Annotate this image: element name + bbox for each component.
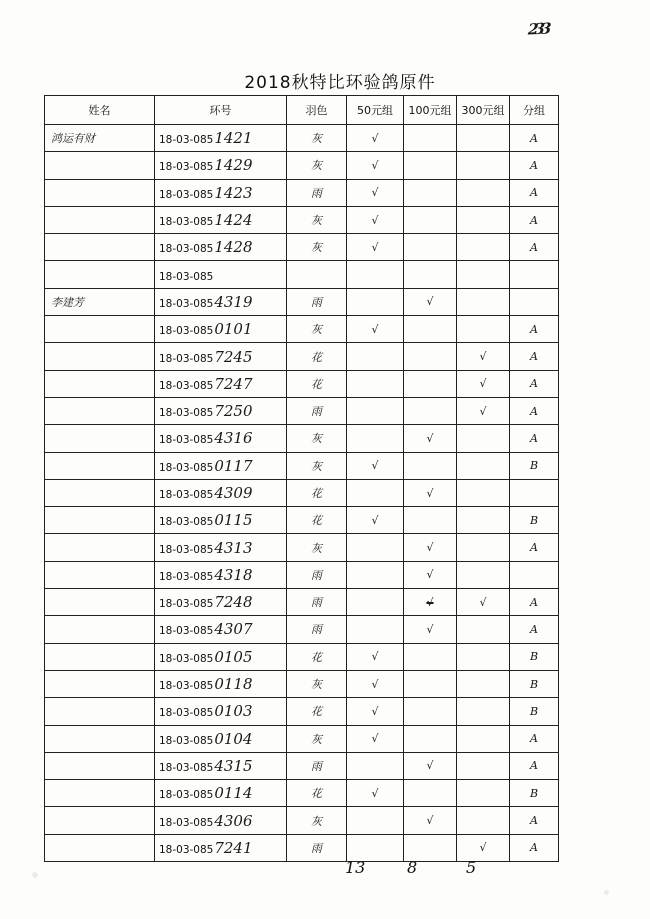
group-300-check bbox=[457, 261, 510, 288]
feather-color-cell: 花 bbox=[287, 343, 347, 370]
owner-name-cell: 李建芳 bbox=[45, 288, 155, 315]
group-50-check: √ bbox=[347, 152, 404, 179]
header-feather-color: 羽色 bbox=[287, 96, 347, 125]
ring-number-cell bbox=[155, 616, 287, 643]
owner-name-cell bbox=[45, 561, 155, 588]
group-50-check bbox=[347, 397, 404, 424]
division-cell: B bbox=[510, 670, 559, 697]
group-50-check bbox=[347, 616, 404, 643]
group-100-check bbox=[404, 316, 457, 343]
group-50-check bbox=[347, 370, 404, 397]
group-100-check bbox=[404, 507, 457, 534]
ring-suffix: 7250 bbox=[214, 402, 253, 421]
group-100-check: √ bbox=[404, 561, 457, 588]
ring-suffix: 4306 bbox=[214, 811, 253, 830]
table-row bbox=[45, 370, 559, 397]
owner-name-cell bbox=[45, 206, 155, 233]
division-cell: A bbox=[510, 534, 559, 561]
group-50-check bbox=[347, 261, 404, 288]
ring-prefix: 18-03-085 bbox=[159, 734, 214, 747]
ring-number-cell bbox=[155, 152, 287, 179]
owner-name-cell: 鸿运有财 bbox=[45, 125, 155, 152]
ring-number-cell bbox=[155, 343, 287, 370]
division-cell: A bbox=[510, 834, 559, 861]
group-300-check bbox=[457, 616, 510, 643]
ring-suffix: 4313 bbox=[214, 538, 253, 557]
table-row bbox=[45, 397, 559, 424]
ring-number-cell bbox=[155, 561, 287, 588]
feather-color-cell: 灰 bbox=[287, 452, 347, 479]
owner-name-cell bbox=[45, 834, 155, 861]
header-row bbox=[45, 96, 559, 125]
owner-name-cell bbox=[45, 534, 155, 561]
group-300-check: √ bbox=[457, 589, 510, 616]
owner-name-cell bbox=[45, 452, 155, 479]
ring-prefix: 18-03-085 bbox=[159, 789, 214, 802]
page-number: 233 bbox=[527, 19, 548, 39]
ring-prefix: 18-03-085 bbox=[159, 216, 214, 229]
feather-color-cell: 灰 bbox=[287, 725, 347, 752]
owner-name-cell bbox=[45, 589, 155, 616]
ring-prefix: 18-03-085 bbox=[159, 680, 214, 693]
ring-suffix: 0117 bbox=[214, 456, 253, 475]
feather-color-cell: 灰 bbox=[287, 425, 347, 452]
table-row bbox=[45, 780, 559, 807]
group-300-check bbox=[457, 698, 510, 725]
group-100-check bbox=[404, 397, 457, 424]
ring-number-cell bbox=[155, 507, 287, 534]
ring-prefix: 18-03-085 bbox=[159, 434, 214, 447]
ring-prefix: 18-03-085 bbox=[159, 352, 214, 365]
ring-suffix: 0103 bbox=[214, 702, 253, 721]
division-cell: B bbox=[510, 507, 559, 534]
ring-number-cell bbox=[155, 780, 287, 807]
ring-suffix: 0118 bbox=[214, 675, 253, 694]
table-row bbox=[45, 452, 559, 479]
feather-color-cell: 灰 bbox=[287, 152, 347, 179]
table-row bbox=[45, 343, 559, 370]
group-50-check: √ bbox=[347, 780, 404, 807]
group-300-check: √ bbox=[457, 370, 510, 397]
feather-color-cell: 雨 bbox=[287, 834, 347, 861]
group-100-check bbox=[404, 152, 457, 179]
group-300-check bbox=[457, 725, 510, 752]
feather-color-cell: 灰 bbox=[287, 234, 347, 261]
table-row bbox=[45, 152, 559, 179]
group-300-check bbox=[457, 752, 510, 779]
ring-suffix: 1423 bbox=[214, 183, 253, 202]
ring-number-cell bbox=[155, 288, 287, 315]
ring-number-cell bbox=[155, 179, 287, 206]
ring-number-cell bbox=[155, 479, 287, 506]
group-50-check bbox=[347, 561, 404, 588]
owner-name-cell bbox=[45, 343, 155, 370]
feather-color-cell: 灰 bbox=[287, 125, 347, 152]
feather-color-cell: 雨 bbox=[287, 752, 347, 779]
group-300-check bbox=[457, 152, 510, 179]
group-50-check bbox=[347, 343, 404, 370]
feather-color-cell: 雨 bbox=[287, 561, 347, 588]
feather-color-cell: 雨 bbox=[287, 589, 347, 616]
ring-number-cell bbox=[155, 206, 287, 233]
feather-color-cell: 花 bbox=[287, 479, 347, 506]
feather-color-cell: 灰 bbox=[287, 316, 347, 343]
feather-color-cell bbox=[287, 261, 347, 288]
owner-name-cell bbox=[45, 479, 155, 506]
division-cell bbox=[510, 479, 559, 506]
group-100-check bbox=[404, 234, 457, 261]
ring-number-cell bbox=[155, 452, 287, 479]
table-row bbox=[45, 479, 559, 506]
group-300-check bbox=[457, 125, 510, 152]
group-50-check: √ bbox=[347, 670, 404, 697]
ring-prefix: 18-03-085 bbox=[159, 243, 214, 256]
table-row bbox=[45, 507, 559, 534]
ring-suffix: 0104 bbox=[214, 729, 253, 748]
owner-name-cell bbox=[45, 643, 155, 670]
table-row bbox=[45, 261, 559, 288]
division-cell: B bbox=[510, 643, 559, 670]
group-300-check bbox=[457, 780, 510, 807]
group-100-check: √ bbox=[404, 589, 457, 616]
owner-name-cell bbox=[45, 152, 155, 179]
group-100-check: √ bbox=[404, 288, 457, 315]
feather-color-cell: 花 bbox=[287, 698, 347, 725]
owner-name-cell bbox=[45, 316, 155, 343]
ring-suffix: 0101 bbox=[214, 320, 253, 339]
ring-prefix: 18-03-085 bbox=[159, 543, 214, 556]
group-300-check: √ bbox=[457, 397, 510, 424]
group-100-check: √ bbox=[404, 425, 457, 452]
ring-prefix: 18-03-085 bbox=[159, 134, 214, 147]
feather-color-cell: 雨 bbox=[287, 397, 347, 424]
table-row bbox=[45, 316, 559, 343]
ring-prefix: 18-03-085 bbox=[159, 325, 214, 338]
table-row bbox=[45, 698, 559, 725]
scan-speck bbox=[604, 890, 609, 895]
group-100-check: √ bbox=[404, 752, 457, 779]
table-row bbox=[45, 834, 559, 861]
table-row bbox=[45, 179, 559, 206]
ring-prefix: 18-03-085 bbox=[159, 379, 214, 392]
table-row bbox=[45, 589, 559, 616]
group-50-check bbox=[347, 589, 404, 616]
group-300-check bbox=[457, 452, 510, 479]
ring-suffix: 0115 bbox=[214, 511, 253, 530]
group-100-check: √ bbox=[404, 534, 457, 561]
ring-number-cell bbox=[155, 261, 287, 288]
group-300-check bbox=[457, 206, 510, 233]
group-100-check bbox=[404, 725, 457, 752]
group-100-check bbox=[404, 698, 457, 725]
group-300-check bbox=[457, 507, 510, 534]
ring-suffix: 4315 bbox=[214, 756, 253, 775]
group-100-check bbox=[404, 643, 457, 670]
table-row bbox=[45, 234, 559, 261]
group-300-check: √ bbox=[457, 343, 510, 370]
division-cell: A bbox=[510, 425, 559, 452]
group-50-check bbox=[347, 288, 404, 315]
owner-name-cell bbox=[45, 179, 155, 206]
ring-suffix: 4309 bbox=[214, 484, 253, 502]
group-100-check bbox=[404, 670, 457, 697]
group-50-check: √ bbox=[347, 643, 404, 670]
group-300-check bbox=[457, 479, 510, 506]
ring-prefix: 18-03-085 bbox=[159, 652, 214, 665]
group-50-check: √ bbox=[347, 179, 404, 206]
division-cell: B bbox=[510, 780, 559, 807]
ring-suffix: 4307 bbox=[214, 620, 253, 639]
division-cell: A bbox=[510, 725, 559, 752]
header-group-100: 100元组 bbox=[404, 96, 457, 125]
group-50-check: √ bbox=[347, 206, 404, 233]
group-50-check bbox=[347, 425, 404, 452]
ring-number-cell bbox=[155, 752, 287, 779]
group-50-check: √ bbox=[347, 234, 404, 261]
ring-suffix: 7241 bbox=[214, 838, 253, 857]
ring-number-cell bbox=[155, 370, 287, 397]
ring-suffix: 1421 bbox=[214, 129, 253, 148]
ring-suffix: 0114 bbox=[214, 784, 253, 803]
division-cell: B bbox=[510, 698, 559, 725]
table-row bbox=[45, 670, 559, 697]
table-row bbox=[45, 534, 559, 561]
table-row bbox=[45, 616, 559, 643]
ring-prefix: 18-03-085 bbox=[159, 461, 214, 474]
owner-name-cell bbox=[45, 807, 155, 834]
feather-color-cell: 雨 bbox=[287, 179, 347, 206]
group-300-check bbox=[457, 425, 510, 452]
table-row bbox=[45, 425, 559, 452]
group-50-check: √ bbox=[347, 316, 404, 343]
owner-name-cell bbox=[45, 616, 155, 643]
header-division: 分组 bbox=[510, 96, 559, 125]
division-cell: A bbox=[510, 752, 559, 779]
group-300-check bbox=[457, 316, 510, 343]
ring-prefix: 18-03-085 bbox=[159, 816, 214, 829]
ring-number-cell bbox=[155, 534, 287, 561]
owner-name-cell bbox=[45, 752, 155, 779]
document-title: 2018秋特比环验鸽原件 bbox=[244, 73, 436, 93]
feather-color-cell: 灰 bbox=[287, 670, 347, 697]
ring-prefix: 18-03-085 bbox=[159, 188, 214, 201]
scan-speck bbox=[32, 872, 38, 878]
group-50-check: √ bbox=[347, 507, 404, 534]
group-100-check bbox=[404, 780, 457, 807]
ring-prefix: 18-03-085 bbox=[159, 270, 214, 283]
feather-color-cell: 花 bbox=[287, 643, 347, 670]
group-50-check bbox=[347, 534, 404, 561]
ring-prefix: 18-03-085 bbox=[159, 161, 214, 174]
owner-name-cell bbox=[45, 425, 155, 452]
group-300-check: √ bbox=[457, 834, 510, 861]
division-cell: A bbox=[510, 152, 559, 179]
division-cell: A bbox=[510, 343, 559, 370]
ring-prefix: 18-03-085 bbox=[159, 570, 214, 583]
division-cell bbox=[510, 561, 559, 588]
feather-color-cell: 灰 bbox=[287, 206, 347, 233]
ring-prefix: 18-03-085 bbox=[159, 516, 214, 529]
ring-number-cell bbox=[155, 834, 287, 861]
group-100-check bbox=[404, 125, 457, 152]
ring-number-cell bbox=[155, 234, 287, 261]
owner-name-cell bbox=[45, 397, 155, 424]
group-300-check bbox=[457, 234, 510, 261]
ring-prefix: 18-03-085 bbox=[159, 297, 214, 310]
group-100-check bbox=[404, 370, 457, 397]
group-50-check: √ bbox=[347, 698, 404, 725]
owner-name-cell bbox=[45, 261, 155, 288]
header-name: 姓名 bbox=[45, 96, 155, 125]
owner-name-cell bbox=[45, 725, 155, 752]
table-row bbox=[45, 561, 559, 588]
division-cell: A bbox=[510, 316, 559, 343]
ring-prefix: 18-03-085 bbox=[159, 489, 214, 501]
ring-prefix: 18-03-085 bbox=[159, 407, 214, 420]
group-100-check: √ bbox=[404, 616, 457, 643]
feather-color-cell: 花 bbox=[287, 507, 347, 534]
division-cell: A bbox=[510, 589, 559, 616]
table-row bbox=[45, 752, 559, 779]
group-300-check bbox=[457, 643, 510, 670]
feather-color-cell: 雨 bbox=[287, 616, 347, 643]
ring-suffix: 4316 bbox=[214, 429, 253, 448]
header-ring-number: 环号 bbox=[155, 96, 287, 125]
division-cell: A bbox=[510, 370, 559, 397]
division-cell: A bbox=[510, 179, 559, 206]
owner-name-cell bbox=[45, 507, 155, 534]
ring-suffix: 7248 bbox=[214, 593, 253, 612]
ring-suffix: 4318 bbox=[214, 565, 253, 584]
owner-name-cell bbox=[45, 780, 155, 807]
ring-number-cell bbox=[155, 725, 287, 752]
ring-prefix: 18-03-085 bbox=[159, 761, 214, 774]
header-group-50: 50元组 bbox=[347, 96, 404, 125]
division-cell: A bbox=[510, 234, 559, 261]
feather-color-cell: 花 bbox=[287, 780, 347, 807]
ring-suffix: 0105 bbox=[214, 647, 253, 666]
ring-suffix: 7245 bbox=[214, 347, 253, 366]
owner-name-cell bbox=[45, 234, 155, 261]
division-cell: A bbox=[510, 206, 559, 233]
pigeon-ring-table bbox=[44, 95, 559, 862]
ring-prefix: 18-03-085 bbox=[159, 707, 214, 720]
table-row bbox=[45, 125, 559, 152]
ring-suffix: 1424 bbox=[214, 211, 253, 230]
group-50-check: √ bbox=[347, 125, 404, 152]
feather-color-cell: 花 bbox=[287, 370, 347, 397]
ring-number-cell bbox=[155, 589, 287, 616]
header-group-300: 300元组 bbox=[457, 96, 510, 125]
group-50-check bbox=[347, 752, 404, 779]
table-row bbox=[45, 807, 559, 834]
owner-name-cell bbox=[45, 698, 155, 725]
ring-suffix: 7247 bbox=[214, 374, 253, 393]
division-cell bbox=[510, 261, 559, 288]
division-cell: A bbox=[510, 807, 559, 834]
feather-color-cell: 灰 bbox=[287, 534, 347, 561]
group-50-check: √ bbox=[347, 452, 404, 479]
feather-color-cell: 灰 bbox=[287, 807, 347, 834]
owner-name-cell bbox=[45, 370, 155, 397]
table-row bbox=[45, 288, 559, 315]
group-300-check bbox=[457, 288, 510, 315]
ring-number-cell bbox=[155, 698, 287, 725]
group-300-check bbox=[457, 561, 510, 588]
group-100-check bbox=[404, 206, 457, 233]
ring-prefix: 18-03-085 bbox=[159, 625, 214, 638]
group-100-check bbox=[404, 179, 457, 206]
ring-suffix: 1429 bbox=[214, 156, 253, 175]
ring-number-cell bbox=[155, 425, 287, 452]
group-50-check bbox=[347, 479, 404, 506]
group-50-check: √ bbox=[347, 725, 404, 752]
ring-number-cell bbox=[155, 670, 287, 697]
table-row bbox=[45, 206, 559, 233]
ring-number-cell bbox=[155, 397, 287, 424]
table-row bbox=[45, 643, 559, 670]
owner-name-cell bbox=[45, 670, 155, 697]
group-100-check bbox=[404, 452, 457, 479]
ring-prefix: 18-03-085 bbox=[159, 598, 214, 611]
division-cell: A bbox=[510, 397, 559, 424]
group-100-check: √ bbox=[404, 479, 457, 506]
division-cell: B bbox=[510, 452, 559, 479]
ring-suffix: 4319 bbox=[214, 292, 253, 311]
ring-number-cell bbox=[155, 125, 287, 152]
ring-prefix: 18-03-085 bbox=[159, 843, 214, 856]
group-50-check bbox=[347, 807, 404, 834]
group-300-check bbox=[457, 534, 510, 561]
division-cell bbox=[510, 288, 559, 315]
group-300-check bbox=[457, 670, 510, 697]
feather-color-cell: 雨 bbox=[287, 288, 347, 315]
ring-number-cell bbox=[155, 807, 287, 834]
ring-suffix: 1428 bbox=[214, 238, 253, 257]
group-300-check bbox=[457, 179, 510, 206]
division-cell: A bbox=[510, 616, 559, 643]
total-group-100: 8 bbox=[407, 858, 418, 877]
group-300-check bbox=[457, 807, 510, 834]
group-100-check bbox=[404, 261, 457, 288]
group-100-check bbox=[404, 343, 457, 370]
ring-number-cell bbox=[155, 316, 287, 343]
total-group-50: 13 bbox=[345, 858, 366, 877]
table-row bbox=[45, 725, 559, 752]
group-100-check: √ bbox=[404, 807, 457, 834]
division-cell: A bbox=[510, 125, 559, 152]
total-group-300: 5 bbox=[466, 858, 477, 877]
ring-number-cell bbox=[155, 643, 287, 670]
